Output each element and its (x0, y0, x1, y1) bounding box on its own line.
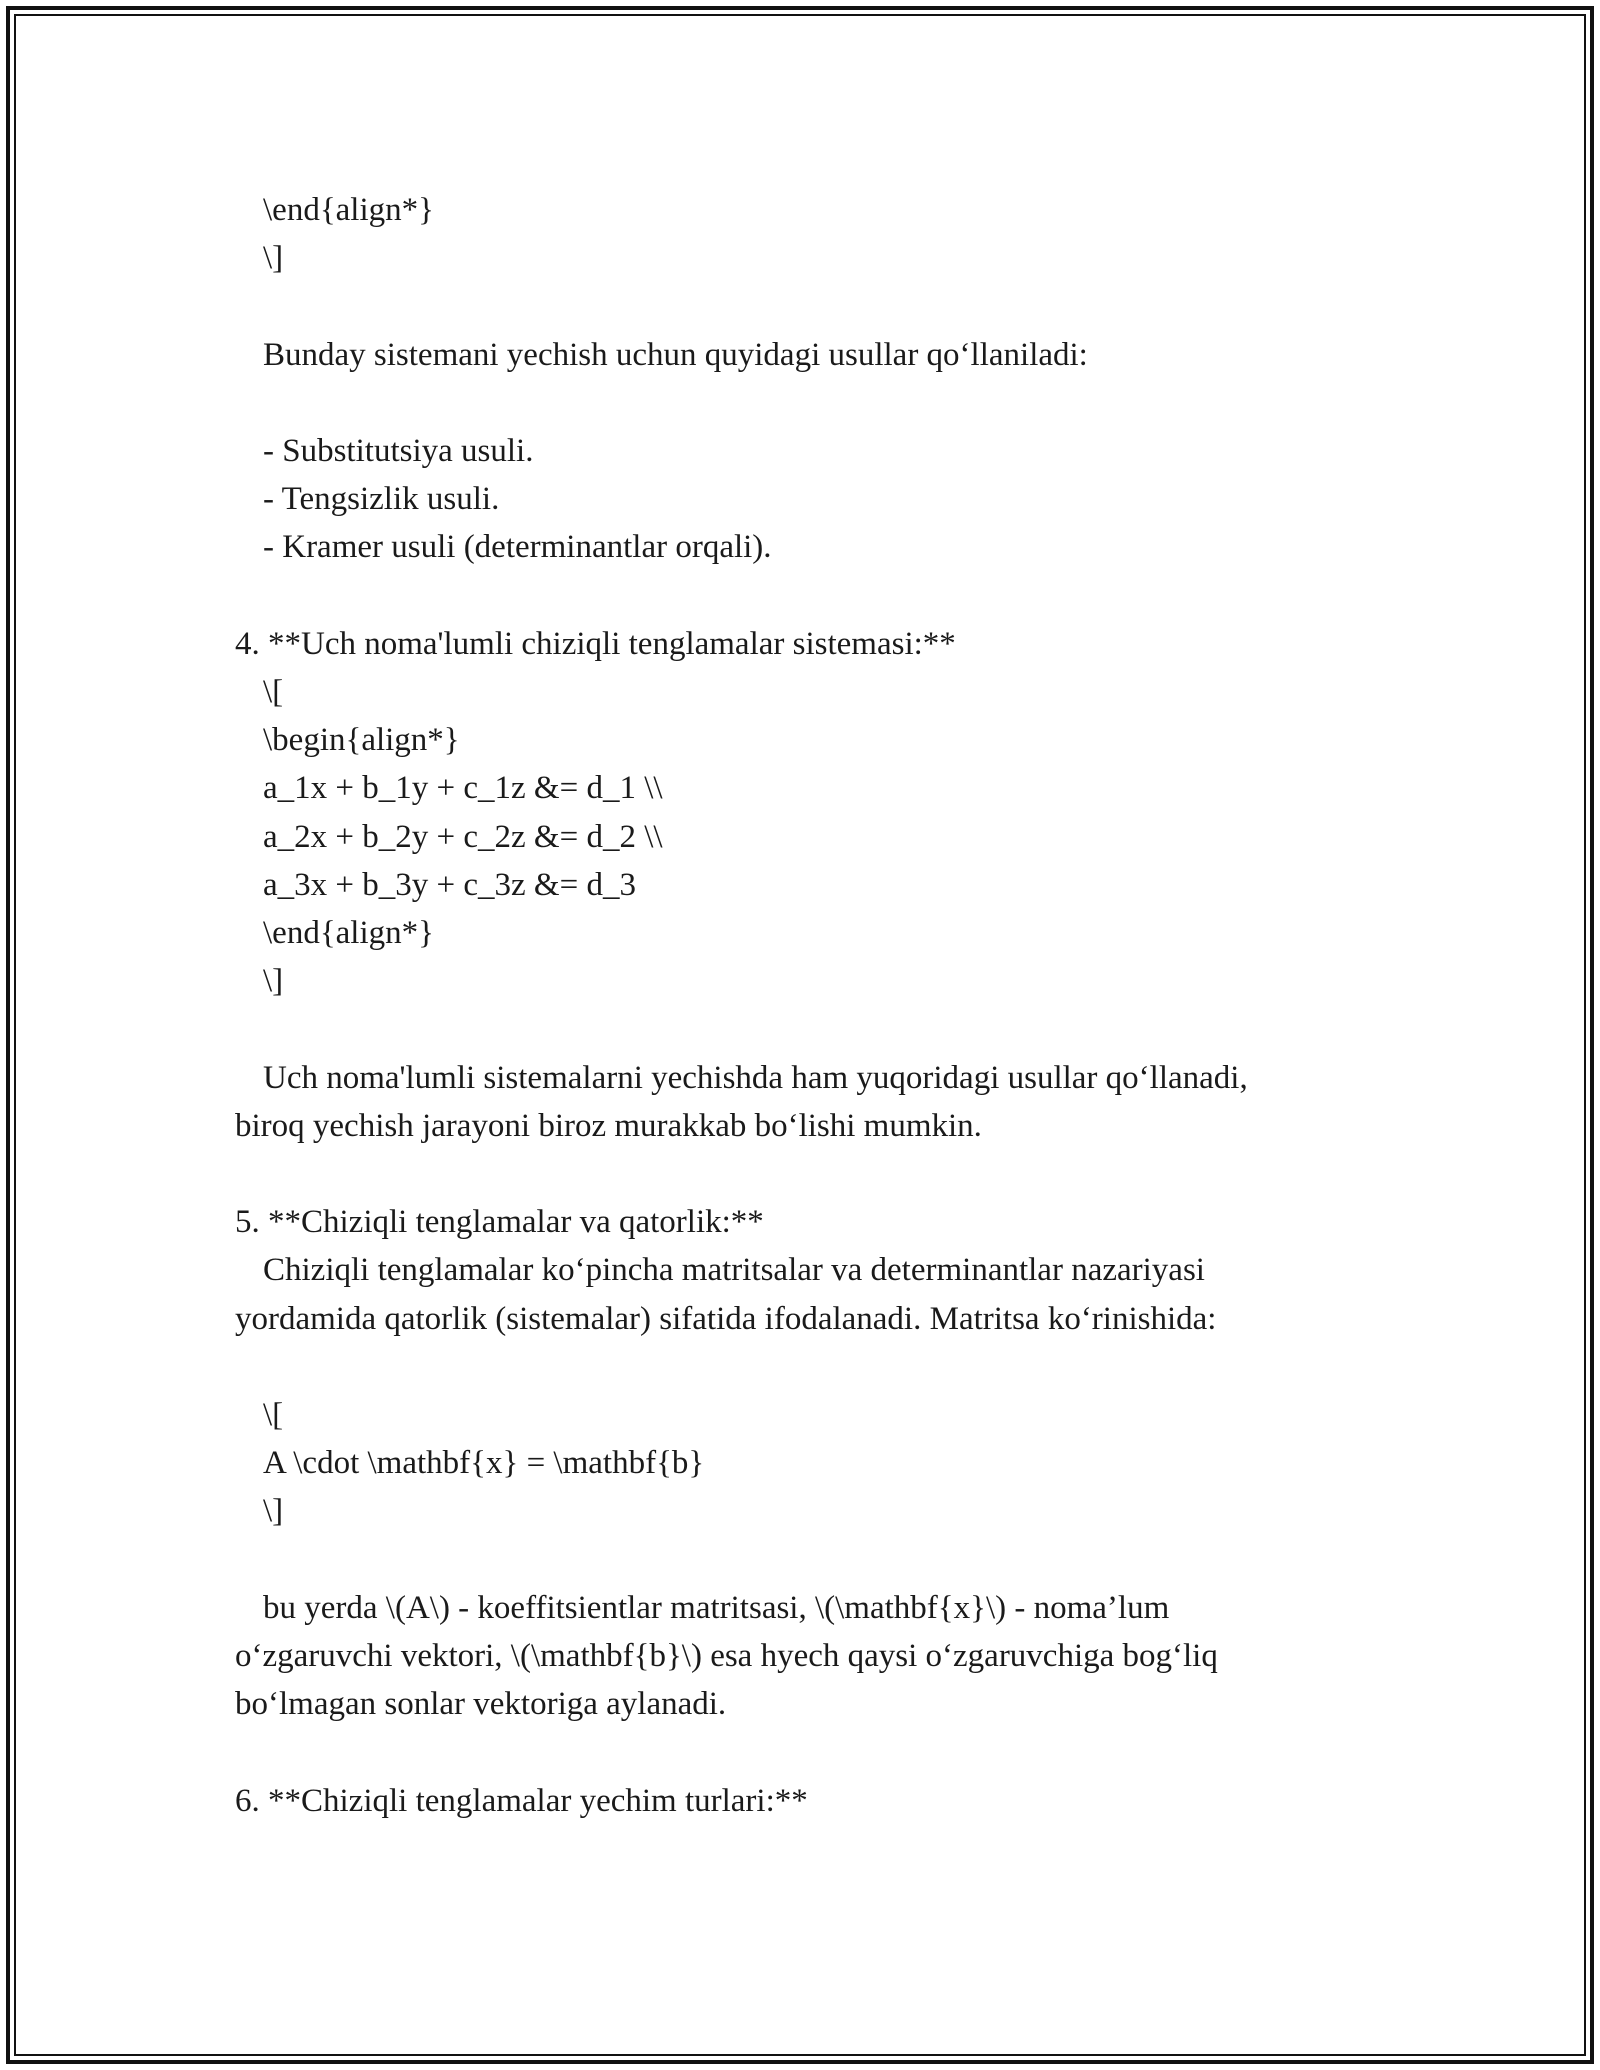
text-line: - Substitutsiya usuli. (263, 432, 534, 469)
text-line: 4. **Uch noma'lumli chiziqli tenglamalar sistemasi:** (235, 625, 956, 662)
text-line: biroq yechish jarayoni biroz murakkab bo‘lishi mumkin. (235, 1107, 982, 1144)
text-line: bu yerda \(A\) - koeffitsientlar matritsasi, \(\mathbf{x}\) - noma’lum (263, 1589, 1170, 1626)
text-line: 6. **Chiziqli tenglamalar yechim turlari:** (235, 1782, 808, 1819)
text-line: \] (263, 1493, 284, 1530)
text-line: a_2x + b_2y + c_2z &= d_2 \\ (263, 818, 663, 855)
blank-line (235, 1343, 1385, 1391)
text-line: \[ (263, 673, 284, 710)
text-line: Uch noma'lumli sistemalarni yechishda ham yuqoridagi usullar qo‘llanadi, (263, 1059, 1248, 1096)
text-line: a_1x + b_1y + c_1z &= d_1 \\ (263, 770, 663, 807)
text-line: o‘zgaruvchi vektori, \(\mathbf{b}\) esa hyech qaysi o‘zgaruvchiga bog‘liq (235, 1637, 1218, 1674)
text-line: \end{align*} (263, 192, 434, 228)
text-line: \begin{align*} (263, 722, 460, 759)
text-line: \] (263, 963, 284, 1000)
text-line: 5. **Chiziqli tenglamalar va qatorlik:** (235, 1204, 764, 1241)
blank-line (235, 1005, 1385, 1053)
blank-line (235, 572, 1385, 620)
text-line: Chiziqli tenglamalar ko‘pincha matritsalar va determinantlar nazariyasi (263, 1252, 1205, 1289)
text-line: a_3x + b_3y + c_3z &= d_3 (263, 866, 636, 903)
text-line: \[ (263, 1396, 284, 1433)
document-page (235, 186, 1385, 1825)
blank-line (235, 1536, 1385, 1584)
text-line: \] (263, 240, 284, 277)
text-line: bo‘lmagan sonlar vektoriga aylanadi. (235, 1686, 727, 1723)
blank-line (235, 1150, 1385, 1198)
text-line: A \cdot \mathbf{x} = \mathbf{b} (263, 1445, 705, 1482)
blank-line (235, 1728, 1385, 1776)
text-line: - Kramer usuli (determinantlar orqali). (263, 529, 772, 566)
text-line: \end{align*} (263, 915, 434, 951)
text-line: yordamida qatorlik (sistemalar) sifatida ifodalanadi. Matritsa ko‘rinishida: (235, 1300, 1217, 1337)
text-line: Bunday sistemani yechish uchun quyidagi usullar qo‘llaniladi: (263, 336, 1088, 373)
blank-line (235, 282, 1385, 330)
text-line: - Tengsizlik usuli. (263, 481, 500, 518)
blank-line (235, 379, 1385, 427)
